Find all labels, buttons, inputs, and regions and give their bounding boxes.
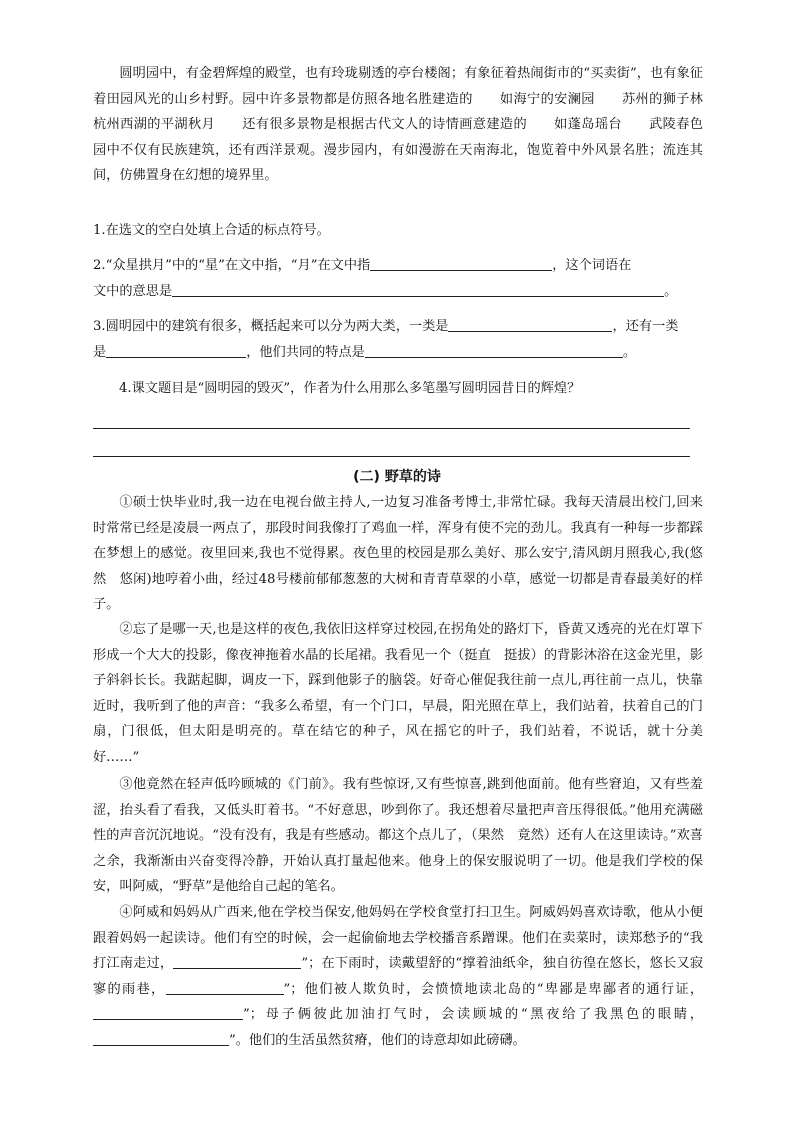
answer-line-q4-2[interactable] — [93, 456, 690, 457]
answer-blank-q3-type2[interactable] — [106, 343, 246, 358]
answer-blank-poem-4[interactable] — [93, 1031, 229, 1046]
question-2 — [93, 253, 703, 304]
question-2-text-a: 2.“众星拱月”中的“星”在文中指，“月”在文中指 — [93, 258, 371, 273]
paragraph-1: ①硕士快毕业时,我一边在电视台做主持人,一边复习准备考博士,非常忙碌。我每天清晨出校门,回来时常常已经是凌晨一两点了，那段时间我像打了鸡血一样，浑身有使不完的劲儿。我真有一种每一步都踩在梦想上的感觉。夜里回来,我也不觉得累。夜色里的校园是那么美好、那么安宁,清风朗月照我心,我(悠然 悠闲)地哼着小曲，经过48号楼前郁郁葱葱的大树和青青草翠的小草，感觉一切都是青春最美好的样子。 — [93, 495, 703, 612]
question-4: 4.课文题目是“圆明园的毁灭”，作者为什么用那么多笔墨写圆明园昔日的辉煌？ — [119, 381, 581, 396]
answer-blank-q3-type1[interactable] — [448, 317, 612, 332]
answer-blank-poem-2[interactable] — [166, 980, 284, 995]
paragraph-3: ③他竟然在轻声低吟顾城的《门前》。我有些惊讶,又有些惊喜,跳到他面前。他有些窘迫，又有些羞涩，抬头看了看我，又低头盯着书。“不好意思，吵到你了。我还想着尽量把声音压得很低。”他用充满磁性的声音沉沉地说。“没有没有，我是有些感动。都这个点儿了，（果然 竟然）还有人在这里读诗。”欢喜之余，我渐渐由兴奋变得冷静，开始认真打量起他来。他身上的保安服说明了一切。他是我们学校的保安，叫阿威，“野草”是他给自己起的笔名。 — [93, 777, 703, 894]
paragraph-4-text-a: ④阿威和妈妈从广西来,他在学校当保安,他妈妈在学校食堂打扫卫生。阿威妈妈喜欢诗歌，他从小便跟着妈妈一起读诗。他们有空的时候，会一起偷偷地去学校播音系蹭课。他们在卖菜时，读郑愁予的“我打江南走过， — [93, 905, 703, 971]
paragraph-4-text-e: ”。他们的生活虽然贫瘠，他们的诗意却如此磅礴。 — [229, 1032, 526, 1048]
paragraph-4-text-c: ”；他们被人欺负时，会愤愤地读北岛的“卑鄙是卑鄙者的通行证， — [283, 981, 704, 997]
answer-line-q4-1[interactable] — [93, 428, 690, 429]
question-3-text-c: 是 — [93, 344, 107, 360]
question-1: 1.在选文的空白处填上合适的标点符号。 — [93, 223, 330, 238]
question-2-text-c: 文中的意思是 — [93, 283, 173, 299]
question-3-text-b: ，还有一类 — [612, 319, 679, 334]
question-2-end: 。 — [664, 283, 678, 299]
paragraph-4-text-d: ”；母子俩彼此加油打气时，会读顾城的“黑夜给了我黑色的眼睛， — [243, 1007, 703, 1022]
paragraph-4-text-b: ”；在下雨时，读戴望舒的“撑着油纸伞，独自彷徨在悠长，悠长又寂寥的雨巷， — [93, 956, 704, 997]
answer-blank-q2-meaning[interactable] — [172, 282, 664, 297]
question-3 — [93, 314, 703, 365]
answer-blank-q2-moon[interactable] — [370, 256, 552, 271]
answer-blank-poem-3[interactable] — [93, 1005, 243, 1020]
question-3-end: 。 — [622, 344, 637, 360]
answer-blank-q3-feature[interactable] — [365, 343, 623, 358]
question-3-text-a: 3.圆明园中的建筑有很多，概括起来可以分为两大类，一类是 — [93, 319, 449, 334]
section-title: (二) 野草的诗 — [353, 469, 441, 485]
answer-blank-poem-1[interactable] — [173, 954, 301, 969]
paragraph-4 — [93, 900, 703, 1053]
question-3-text-d: ，他们共同的特点是 — [246, 344, 365, 360]
paragraph-2: ②忘了是哪一天,也是这样的夜色,我依旧这样穿过校园,在拐角处的路灯下，昏黄又透亮的光在灯罩下形成一个大大的投影，像夜神拖着水晶的长尾裙。我看见一个（挺直 挺拔）的背影沐浴在这金光里，影子斜斜长长。我踮起脚，调皮一下，踩到他影子的脑袋。好奇心催促我往前一点儿,再往前一点儿，快靠近时，我听到了他的声音：“我多么希望，有一个门口，早晨，阳光照在草上，我们站着，扶着自己的门扇，门很低，但太阳是明亮的。草在结它的种子，风在摇它的叶子，我们站着，不说话，就十分美好……” — [93, 622, 703, 765]
question-2-text-b: ，这个词语在 — [552, 258, 632, 273]
passage-yuanmingyuan: 圆明园中，有金碧辉煌的殿堂，也有玲珑剔透的亭台楼阁；有象征着热闹街市的“买卖街”，也有象征着田园风光的山乡村野。园中许多景物都是仿照各地名胜建造的 如海宁的安澜园 苏州的狮子林 杭州西湖的平湖秋月 还有很多景物是根据古代文人的诗情画意建造的 如蓬岛瑶台 武陵春色 园中不仅有民族建筑，还有西洋景观。漫步园内，有如漫游在天南海北，饱览着中外风景名胜；流连其间，仿佛置身在幻想的境界里。 — [93, 66, 730, 183]
